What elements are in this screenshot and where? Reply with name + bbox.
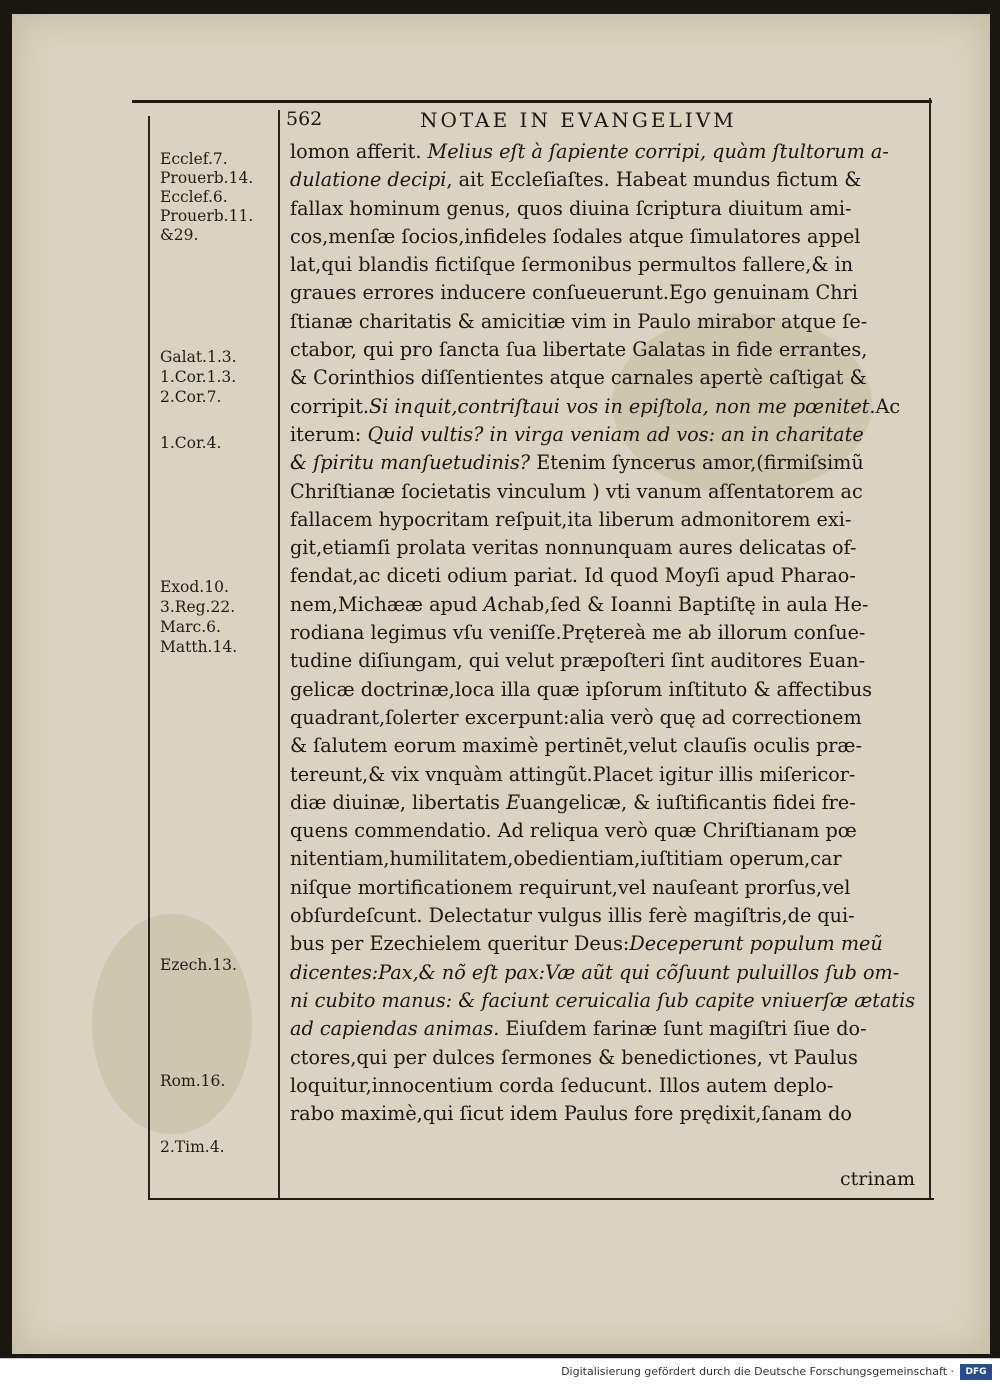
text-run: lomon afferit. [290, 140, 428, 163]
text-run: & Corinthios diſſentientes atque carnales apertè caſtigat & [290, 366, 867, 390]
text-line [290, 676, 928, 704]
text-line [290, 279, 928, 307]
italic-text-run: dicentes:Pax,& nõ eſt pax:Væ aũt qui cõſuunt puluillos ſub om- [290, 960, 900, 984]
margin-note: Exod.10. [160, 578, 229, 596]
footer-rule [148, 1198, 934, 1200]
text-line [290, 421, 928, 449]
text-run: rabo maximè,qui ſicut idem Paulus fore prędixit,ſanam do [290, 1102, 852, 1126]
text-run: chab,ſed & Ioanni Baptiſtę in aula He- [497, 592, 869, 616]
text-run: quadrant,ſolerter excerpunt:alia verò quę ad correctionem [290, 705, 862, 729]
margin-note: Ezech.13. [160, 956, 237, 974]
text-line [290, 138, 928, 166]
text-line [290, 195, 928, 223]
italic-text-run: dulatione decipi [290, 168, 447, 192]
text-line [290, 591, 928, 619]
text-line [290, 704, 928, 732]
digitization-footer [0, 1358, 1000, 1386]
text-line [290, 732, 928, 760]
margin-note: &29. [160, 226, 199, 244]
margin-note: Marc.6. [160, 618, 221, 636]
text-run: diæ diuinæ, libertatis [290, 790, 507, 814]
margin-note: 3.Reg.22. [160, 598, 236, 616]
text-line [290, 251, 928, 279]
margin-note: Galat.1.3. [160, 348, 237, 366]
text-line [290, 223, 928, 251]
main-text-block [290, 138, 928, 1128]
text-line [290, 534, 928, 562]
text-run: rodiana legimus vſu veniſſe.Prętereà me ab illorum conſue- [290, 621, 866, 645]
text-line [290, 789, 928, 817]
margin-note: Rom.16. [160, 1072, 226, 1090]
page-number: 562 [286, 108, 323, 130]
text-line [290, 506, 928, 534]
text-line [290, 817, 928, 845]
text-run: graues errores inducere conſueuerunt.Ego genuinam Chri [290, 281, 858, 305]
text-run: Ac [875, 394, 901, 418]
text-line [290, 478, 928, 506]
text-run: Etenim ſyncerus amor,(firmiſsimũ [530, 451, 864, 475]
text-line [290, 336, 928, 364]
margin-rule-right [929, 98, 931, 1200]
text-line [290, 1072, 928, 1100]
text-run: gelicæ doctrinæ,loca illa quæ ipſorum inſtituto & affectibus [290, 677, 873, 701]
text-line [290, 619, 928, 647]
italic-text-run: A [483, 592, 498, 616]
italic-text-run: Melius eſt à ſapiente corripi, quàm ſtultorum a- [427, 140, 889, 163]
text-run: , ait Eccleſiaſtes. Habeat mundus fictum & [446, 168, 862, 192]
text-run: Chriſtianæ ſocietatis vinculum ) vti vanum aſſentatorem ac [290, 479, 863, 503]
text-run: niſque mortificationem requirunt,vel nauſeant prorſus,vel [290, 875, 851, 899]
text-run: nem,Michææ apud [290, 592, 484, 616]
italic-text-run: Deceperunt populum meũ [629, 932, 883, 956]
dfg-logo: DFG [960, 1364, 992, 1380]
running-title: NOTAE IN EVANGELIVM [420, 108, 737, 132]
text-run: cos,menſæ ſocios,infideles ſodales atque ſimulatores appel [290, 224, 861, 248]
text-run: uangelicæ, & iuſtificantis fidei fre- [520, 790, 856, 814]
margin-note: Prouerb.11. [160, 207, 254, 225]
margin-note: 2.Tim.4. [160, 1138, 225, 1156]
text-line [290, 959, 928, 987]
text-run: ctores,qui per dulces ſermones & benedictiones, vt Paulus [290, 1045, 858, 1069]
text-run: Eiuſdem farinæ ſunt magiſtri ſiue do- [499, 1017, 867, 1041]
paper-stain [92, 914, 252, 1134]
italic-text-run: ni cubito manus: & faciunt ceruicalia ſub capite vniuerſæ ætatis [290, 988, 916, 1012]
book-page [12, 14, 990, 1354]
text-run: obſurdeſcunt. Delectatur vulgus illis ferè magiſtris,de qui- [290, 904, 855, 928]
text-line [290, 647, 928, 675]
text-line [290, 761, 928, 789]
text-line [290, 874, 928, 902]
text-run: tudine diſiungam, qui velut præpoſteri ſint auditores Euan- [290, 649, 866, 673]
text-line [290, 1044, 928, 1072]
margin-note: Matth.14. [160, 638, 238, 656]
header-rule [132, 100, 932, 103]
text-run: ctabor, qui pro ſancta ſua libertate Galatas in fide errantes, [290, 338, 868, 362]
text-run: & ſalutem eorum maximè pertinēt,velut clauſis oculis præ- [290, 734, 862, 758]
catchword: ctrinam [840, 1168, 916, 1190]
text-run: corripit. [290, 394, 370, 418]
text-line [290, 1100, 928, 1128]
margin-note: Prouerb.14. [160, 169, 254, 187]
italic-text-run: ad capiendas animas. [290, 1017, 500, 1041]
text-line [290, 845, 928, 873]
text-run: nitentiam,humilitatem,obedientiam,iuſtitiam operum,car [290, 847, 842, 871]
text-line [290, 364, 928, 392]
italic-text-run: Quid vultis? in virga veniam ad vos: an in charitate [367, 422, 864, 446]
footer-credit: Digitalisierung gefördert durch die Deutsche Forschungsgemeinschaft · [561, 1365, 954, 1378]
text-run: ſtianæ charitatis & amicitiæ vim in Paulo mirabor atque ſe- [290, 309, 868, 333]
margin-note: 1.Cor.4. [160, 434, 222, 452]
text-run: iterum: [290, 422, 368, 446]
text-run: quens commendatio. Ad reliqua verò quæ Chriſtianam pœ [290, 819, 857, 843]
text-line [290, 930, 928, 958]
text-run: fallacem hypocritam reſpuit,ita liberum admonitorem exi- [290, 507, 852, 531]
text-line [290, 166, 928, 194]
text-run: tereunt,& vix vnquàm attingũt.Placet igitur illis miſericor- [290, 762, 856, 786]
text-line [290, 987, 928, 1015]
text-run: git,etiamſi prolata veritas nonnunquam aures delicatas of- [290, 536, 857, 560]
text-run: fallax hominum genus, quos diuina ſcriptura diuitum ami- [290, 196, 852, 220]
text-line [290, 562, 928, 590]
margin-rule-left [148, 116, 150, 1198]
margin-note: Ecclef.6. [160, 188, 228, 206]
italic-text-run: & ſpiritu manſuetudinis? [290, 451, 531, 475]
text-line [290, 449, 928, 477]
text-line [290, 393, 928, 421]
margin-note: 1.Cor.1.3. [160, 368, 237, 386]
text-line [290, 902, 928, 930]
text-run: bus per Ezechielem queritur Deus: [290, 932, 630, 956]
running-header [282, 104, 922, 136]
text-line [290, 308, 928, 336]
text-run: loquitur,innocentium corda ſeducunt. Illos autem deplo- [290, 1073, 834, 1097]
italic-text-run: E [506, 790, 521, 814]
margin-note: Ecclef.7. [160, 150, 228, 168]
text-line [290, 1015, 928, 1043]
text-run: fendat,ac diceti odium pariat. Id quod Moyſi apud Pharao- [290, 564, 856, 588]
page-surface [12, 14, 990, 1354]
text-run: lat,qui blandis fictiſque ſermonibus permultos fallere,& in [290, 253, 854, 277]
italic-text-run: Si inquit,contriſtaui vos in epiſtola, non me pœnitet. [369, 394, 876, 418]
margin-rule-inner [278, 110, 280, 1198]
margin-note: 2.Cor.7. [160, 388, 222, 406]
